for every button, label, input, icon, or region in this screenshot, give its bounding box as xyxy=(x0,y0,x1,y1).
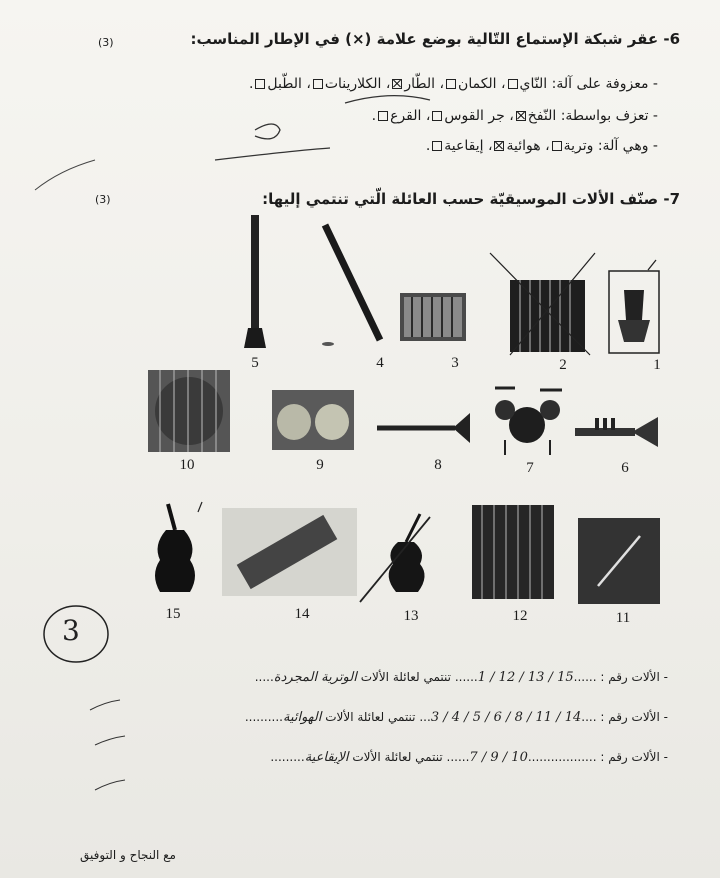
label-4: 4 xyxy=(376,355,384,371)
answer-3-numbers: 10 / 9 / 7 xyxy=(469,750,528,765)
label-9: 9 xyxy=(316,457,324,473)
label-14: 14 xyxy=(294,606,310,622)
answer-3-prefix: - الألات رقم : xyxy=(600,750,668,764)
q6-title: 6- عقر شبكة الإستماع التّالية بوضع علامة (×) في الإطار المناسب: xyxy=(190,30,680,48)
q6-l1-opt-0: النّاي xyxy=(519,76,548,92)
q6-l2-opt-0: النّفخ xyxy=(527,108,557,124)
label-8: 8 xyxy=(434,457,442,473)
answer-row-2: - الألات رقم : ....14 / 11 / 8 / 6 / 5 / 4 / 3... تنتمي لعائلة الألات الهوائية.......... xyxy=(244,710,668,725)
label-6: 6 xyxy=(621,460,629,476)
q6-line2: - تعزف بواسطة: النّفخ، جر القوس، القرع. xyxy=(371,108,658,124)
answer-1-prefix: - الألات رقم : xyxy=(600,670,668,684)
q6-l2-opt-2: القرع xyxy=(390,108,422,124)
answer-2-family: الهوائية xyxy=(282,710,322,725)
q6-l2-opt-1: جر القوس xyxy=(444,108,505,124)
answer-1-family: الوترية المجردة xyxy=(273,670,357,685)
q6-l1-opt-1: الكمان xyxy=(458,76,497,92)
answer-2-prefix: - الألات رقم : xyxy=(600,710,668,724)
q6-line1-lead: معزوفة على آلة: xyxy=(551,76,649,92)
label-11: 11 xyxy=(615,610,631,626)
answer-3-family: الإيقاعية xyxy=(304,750,349,765)
label-3: 3 xyxy=(451,355,459,371)
q6-score: (3) xyxy=(98,36,114,49)
q6-l1-opt-3: الكلارينات xyxy=(324,76,382,92)
answer-row-3: - الألات رقم : ..................10 / 9 / 7...... تنتمي لعائلة الألات الإيقاعية......... xyxy=(270,750,668,765)
label-7: 7 xyxy=(526,460,534,476)
q7-title: 7- صنّف الألات الموسيقيّة حسب العائلة الّتي تنتمي إليها: xyxy=(262,190,680,208)
q6-line2-lead: تعزف بواسطة: xyxy=(560,108,649,124)
q6-l3-opt-1: هوائية xyxy=(506,138,541,154)
q6-l1-opt-2: الطّار xyxy=(404,76,436,92)
label-12: 12 xyxy=(512,608,528,624)
label-1: 1 xyxy=(653,357,661,373)
q6-l3-opt-0: وترية xyxy=(563,138,594,154)
footer-note: مع النجاح و التوفيق xyxy=(80,848,176,862)
answer-3-mid: تنتمي لعائلة الألات xyxy=(352,750,443,764)
q6-line1: - معزوفة على آلة: النّاي، الكمان، الطّار، الكلارينات، الطّبل. xyxy=(248,76,658,92)
answer-row-1: - الألات رقم : ......15 / 13 / 12 / 1...... تنتمي لعائلة الألات الوترية المجردة..... xyxy=(254,670,668,685)
answer-1-mid: تنتمي لعائلة الألات xyxy=(360,670,452,684)
q6-line3-lead: وهي آلة: xyxy=(597,138,649,154)
answer-1-numbers: 15 / 13 / 12 / 1 xyxy=(477,670,574,685)
grade-mark: 3 xyxy=(62,614,80,647)
q6-l1-opt-4: الطّبل xyxy=(267,76,302,92)
label-2: 2 xyxy=(559,357,567,373)
label-5: 5 xyxy=(251,355,259,371)
q6-line3: - وهي آلة: وترية، هوائية، إيقاعية. xyxy=(425,138,658,154)
label-13: 13 xyxy=(403,608,419,624)
answer-2-mid: تنتمي لعائلة الألات xyxy=(325,710,416,724)
label-15: 15 xyxy=(165,606,181,622)
label-10: 10 xyxy=(179,457,195,473)
q6-l3-opt-2: إيقاعية xyxy=(444,138,484,154)
q7-score: (3) xyxy=(95,193,111,206)
answer-2-numbers: 14 / 11 / 8 / 6 / 5 / 4 / 3 xyxy=(430,710,582,725)
